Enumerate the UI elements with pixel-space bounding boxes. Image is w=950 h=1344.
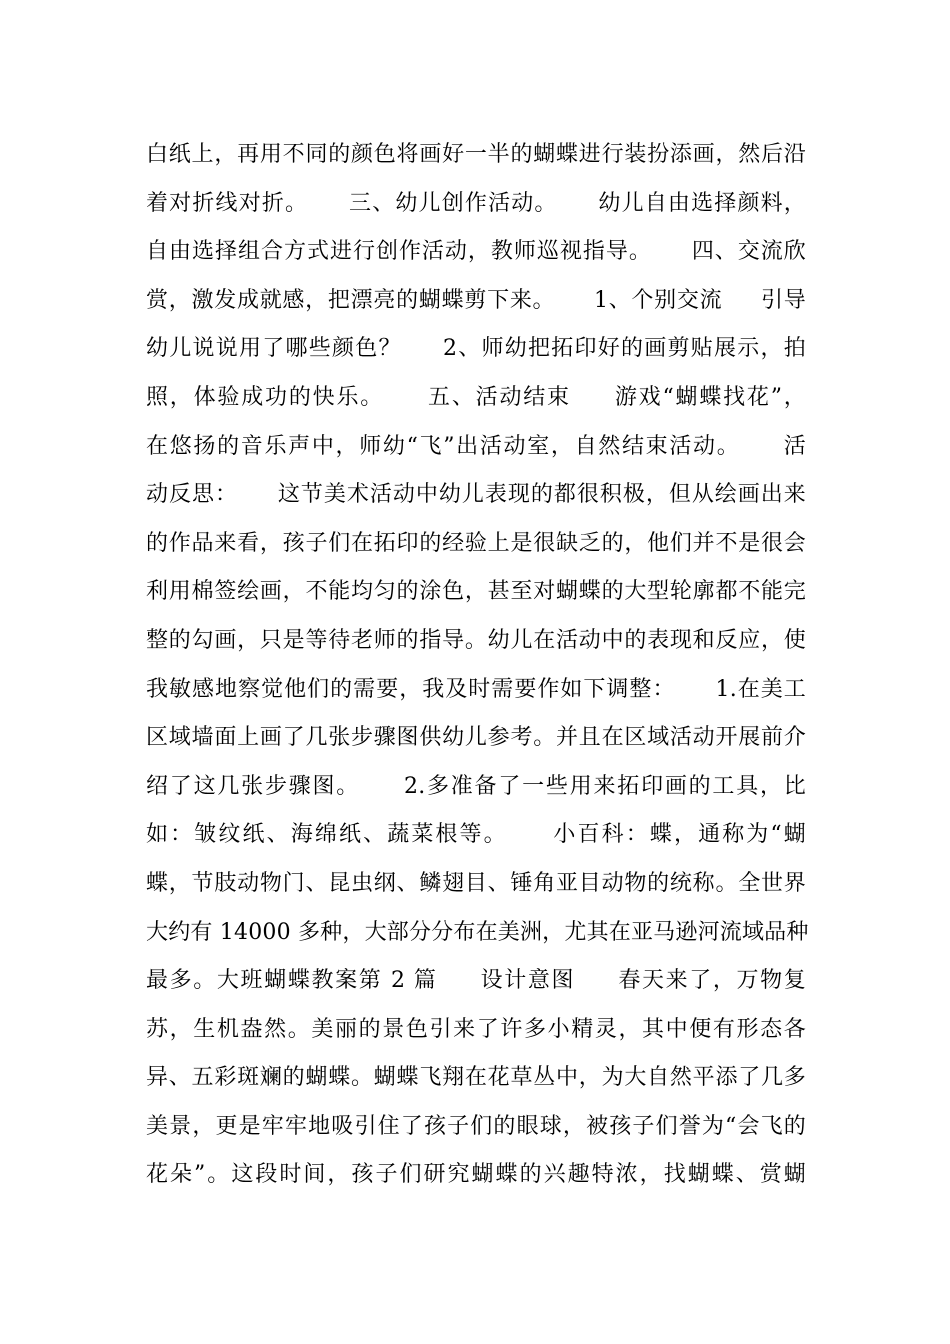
text-line: 整的勾画，只是等待老师的指导。幼儿在活动中的表现和反应，使 (146, 627, 806, 653)
text-line: 幼儿说说用了哪些颜色？ 2、师幼把拓印好的画剪贴展示，拍 (146, 336, 806, 362)
text-line: 动反思： 这节美术活动中幼儿表现的都很积极，但从绘画出来 (146, 482, 806, 508)
text-line: 的作品来看，孩子们在拓印的经验上是很缺乏的，他们并不是很会 (146, 530, 806, 556)
text-line: 大约有 14000 多种，大部分分布在美洲，尤其在亚马逊河流域品种 (146, 919, 809, 945)
text-line: 异、五彩斑斓的蝴蝶。蝴蝶飞翔在花草丛中，为大自然平添了几多 (146, 1065, 806, 1091)
text-line: 我敏感地察觉他们的需要，我及时需要作如下调整： 1.在美工 (146, 676, 806, 702)
text-line: 赏，激发成就感，把漂亮的蝴蝶剪下来。 1、个别交流 引导 (146, 287, 806, 313)
text-line: 照，体验成功的快乐。 五、活动结束 游戏“蝴蝶找花”， (146, 384, 806, 410)
document-body (146, 131, 809, 1200)
text-line: 利用棉签绘画，不能均匀的涂色，甚至对蝴蝶的大型轮廓都不能完 (146, 579, 806, 605)
text-line: 美景，更是牢牢地吸引住了孩子们的眼球，被孩子们誉为“会飞的 (146, 1113, 806, 1139)
text-line: 在悠扬的音乐声中，师幼“飞”出活动室，自然结束活动。 活 (146, 433, 806, 459)
text-line: 花朵”。这段时间，孩子们研究蝴蝶的兴趣特浓，找蝴蝶、赏蝴 (146, 1162, 806, 1188)
text-line: 最多。大班蝴蝶教案第 2 篇 设计意图 春天来了，万物复 (146, 968, 806, 994)
text-line: 苏，生机盎然。美丽的景色引来了许多小精灵，其中便有形态各 (146, 1016, 806, 1042)
text-line: 蝶，节肢动物门、昆虫纲、鳞翅目、锤角亚目动物的统称。全世界 (146, 870, 806, 896)
text-line: 自由选择组合方式进行创作活动，教师巡视指导。 四、交流欣 (146, 239, 806, 265)
text-line: 绍了这几张步骤图。 2.多准备了一些用来拓印画的工具，比 (146, 773, 806, 799)
text-line: 着对折线对折。 三、幼儿创作活动。 幼儿自由选择颜料， (146, 190, 806, 216)
text-line: 如：皱纹纸、海绵纸、蔬菜根等。 小百科：蝶，通称为“蝴 (146, 822, 806, 848)
text-line: 区域墙面上画了几张步骤图供幼儿参考。并且在区域活动开展前介 (146, 725, 806, 751)
text-line: 白纸上，再用不同的颜色将画好一半的蝴蝶进行装扮添画，然后沿 (146, 142, 806, 167)
